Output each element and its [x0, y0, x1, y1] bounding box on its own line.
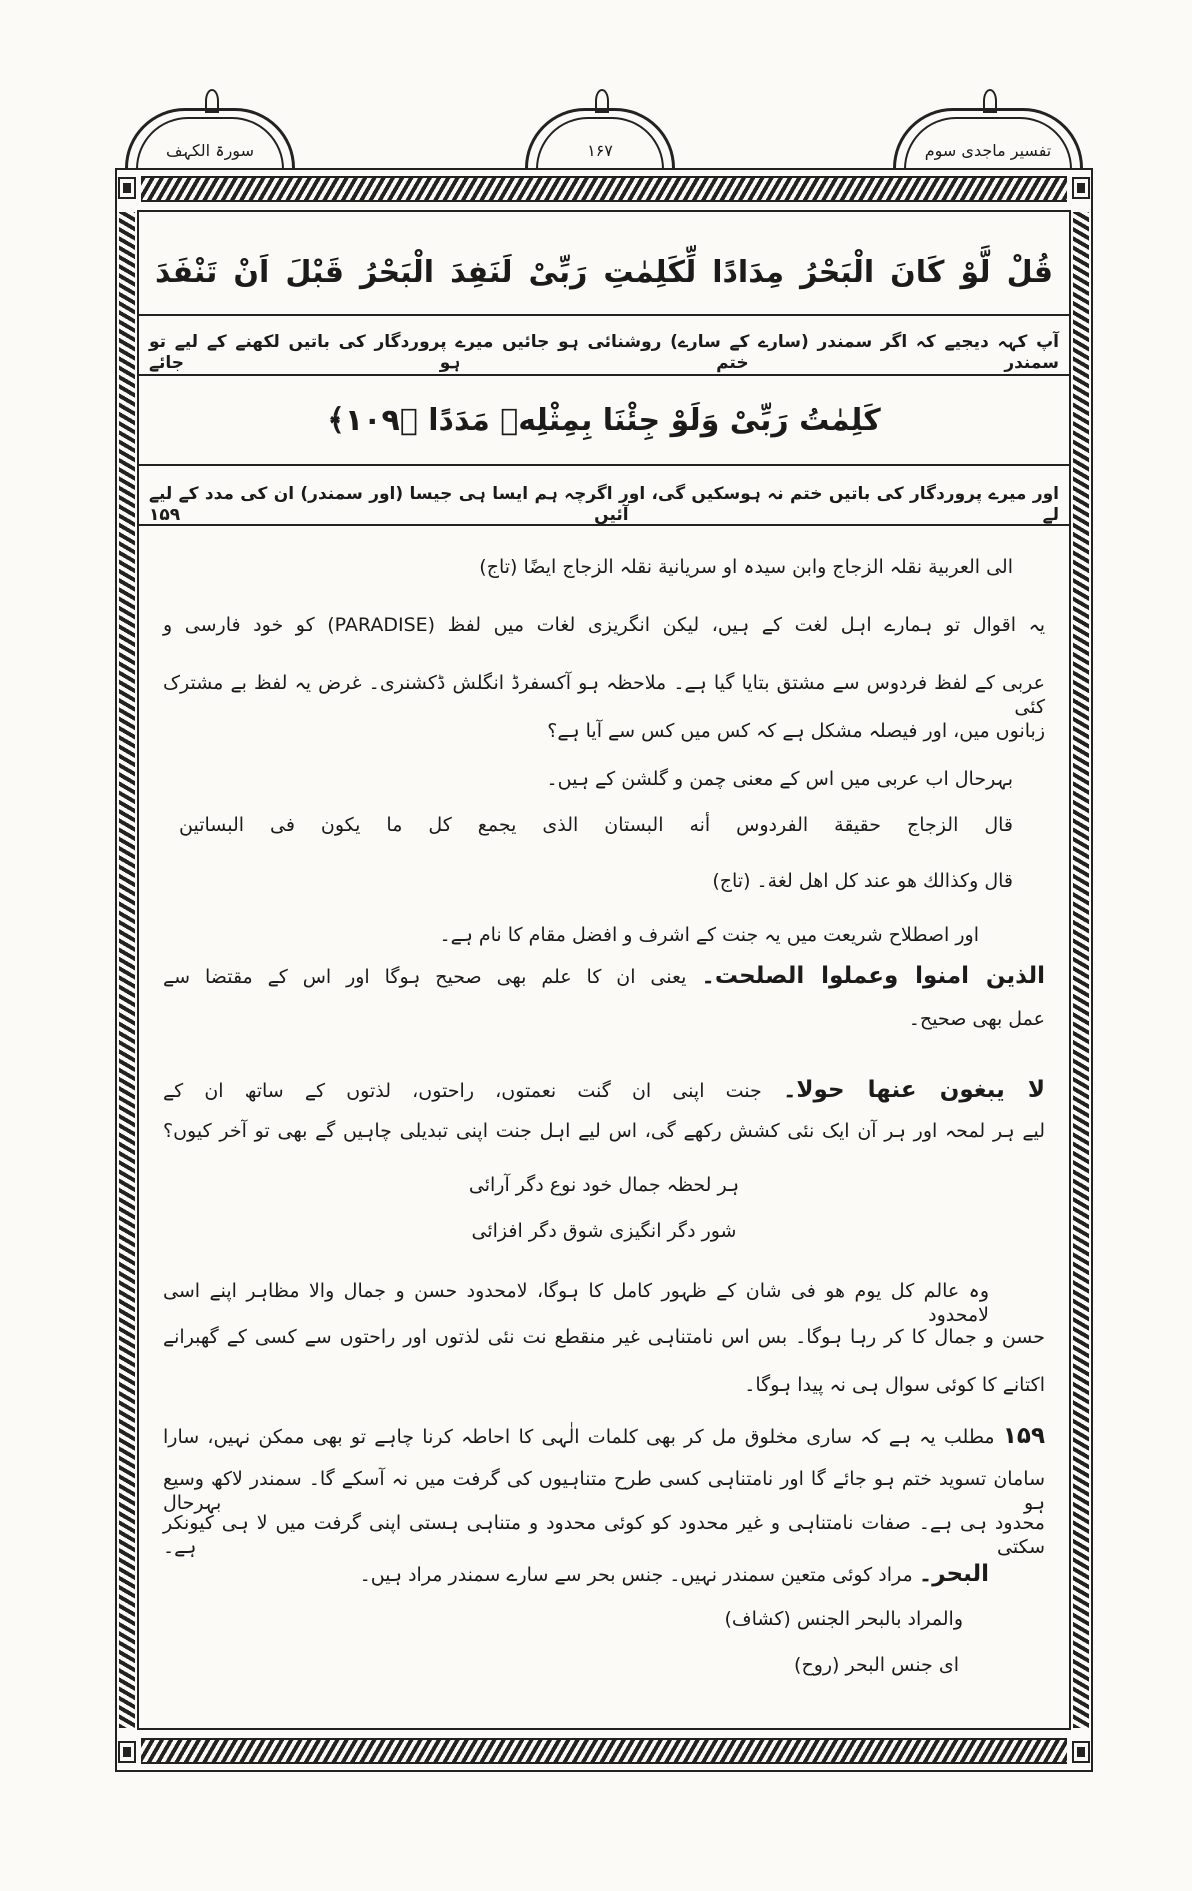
- page-border-frame: [115, 168, 1093, 1772]
- content-box: [137, 210, 1071, 1730]
- divider: [139, 314, 1069, 316]
- commentary-text: جنت اپنی ان گنت نعمتوں، راحتوں، لذتوں کے ساتھ ان کے: [163, 1080, 762, 1102]
- commentary-line: اکتانے کا کوئی سوال ہی نہ پیدا ہوگا۔: [744, 1374, 1045, 1396]
- rope-border-top: [141, 176, 1067, 202]
- headword-la-yabghuna: لا یبغون عنها حولا۔: [782, 1077, 1045, 1103]
- commentary-line: [163, 962, 1045, 991]
- arabic-quote-line: ای جنس البحر (روح): [794, 1654, 959, 1676]
- quran-verse-line-1: قُلْ لَّوْ كَانَ الْبَحْرُ مِدَادًا لِّكَلِمٰتِ رَبِّیْ لَنَفِدَ الْبَحْرُ قَبْلَ اَنْ تَنْفَدَ: [155, 255, 1053, 290]
- rope-border-bottom: [141, 1738, 1067, 1764]
- commentary-line: محدود ہی ہے۔ صفات نامتناہی و غیر محدود کو کوئی محدود و متناہی ہستی اپنی گرفت میں لا ہی کیونکر سکتی ہے۔: [163, 1512, 1045, 1558]
- translation-line-2: اور میرے پروردگار کی باتیں ختم نہ ہوسکیں گی، اور اگرچہ ہم ایسا ہی جیسا (اور سمندر) ان کی مدد کے لیے لے آئیں ۱۵۹: [149, 484, 1059, 526]
- surah-name: سورۃ الکہف: [166, 141, 254, 160]
- commentary-line: عربی کے لفظ فردوس سے مشتق بتایا گیا ہے۔ ملاحظہ ہو آکسفرڈ انگلش ڈکشنری۔ غرض یہ لفظ بے مشترک کئی: [163, 672, 1045, 718]
- divider: [139, 464, 1069, 466]
- divider: [139, 374, 1069, 376]
- commentary-line: بہرحال اب عربی میں اس کے معنی چمن و گلشن کے ہیں۔: [546, 768, 1013, 790]
- commentary-line: لیے ہر لمحہ اور ہر آن ایک نئی کشش رکھے گی، اس لیے اہل جنت اپنی تبدیلی چاہیں گے بھی تو آخر کیوں؟: [163, 1120, 1045, 1142]
- rope-border-left: [119, 212, 135, 1728]
- commentary-line: یہ اقوال تو ہمارے اہل لغت کے ہیں، لیکن انگریزی لغات میں لفظ (PARADISE) کو خود فارسی و: [163, 614, 1045, 636]
- footnote-number: ۱۵۹: [1002, 1423, 1045, 1449]
- arabic-quote-line: والمراد بالبحر الجنس (کشاف): [724, 1608, 963, 1630]
- poetry-verse-1: ہر لحظہ جمال خود نوع دگر آرائی: [468, 1174, 740, 1196]
- quran-verse-line-2: كَلِمٰتُ رَبِّیْ وَلَوْ جِئْنَا بِمِثْلِهٖ مَدَدًا ﴿۱۰۹﴾: [327, 403, 881, 438]
- book-title: تفسیر ماجدی سوم: [924, 141, 1052, 160]
- commentary-text: مراد کوئی متعین سمندر نہیں۔ جنس بحر سے سارے سمندر مراد ہیں۔: [359, 1564, 913, 1586]
- commentary-line: الی العربیة نقلہ الزجاج وابن سیدہ او سریانیة نقلہ الزجاج ایضًا (تاج): [479, 556, 1013, 578]
- rope-border-right: [1073, 212, 1089, 1728]
- footnote-line: [163, 1422, 1045, 1451]
- commentary-text: مطلب یہ ہے کہ ساری مخلوق مل کر بھی کلمات الٰہی کا احاطہ کرنا چاہے تو بھی ممکن نہیں، سارا: [163, 1426, 995, 1448]
- arabic-quote-line: قال الزجاج حقیقة الفردوس أنه البستان الذی یجمع کل ما یکون فی البساتین: [179, 814, 1013, 836]
- page-number: ۱۶۷: [587, 141, 613, 160]
- arabic-quote-line: قال وکذالك ھو عند کل اھل لغة۔ (تاج): [712, 870, 1013, 892]
- header-page-number-ornament: [525, 108, 675, 170]
- commentary-line: عمل بھی صحیح۔: [908, 1008, 1045, 1030]
- commentary-text: یعنی ان کا علم بھی صحیح ہوگا اور اس کے مقتضا سے: [163, 966, 687, 988]
- headword-alladhina: الذین امنوا وعملوا الصلحت۔: [701, 963, 1045, 989]
- corner-ornament: [1072, 1741, 1090, 1763]
- commentary-line: [163, 1076, 1045, 1105]
- corner-ornament: [1072, 177, 1090, 199]
- translation-line-1: آپ کہہ دیجیے کہ اگر سمندر (سارے کے سارے) روشنائی ہو جائیں میرے پروردگار کی باتیں لکھنے کے لیے تو سمندر ختم ہو جائے: [149, 332, 1059, 374]
- header-surah-name-ornament: [125, 108, 295, 170]
- divider: [139, 524, 1069, 526]
- commentary-line: سامان تسوید ختم ہو جائے گا اور نامتناہی کسی طرح متناہیوں کی گرفت میں نہ آسکے گا۔ سمندر لاکھ وسیع ہو بہرحال: [163, 1468, 1045, 1514]
- commentary-line: وہ عالم کل یوم ھو فی شان کے ظہور کامل کا ہوگا، لامحدود حسن و جمال والا مظاہر اپنے اسی لامحدود: [163, 1280, 989, 1326]
- commentary-line: [163, 1560, 989, 1589]
- commentary-line: زبانوں میں، اور فیصلہ مشکل ہے کہ کس میں کس سے آیا ہے؟: [547, 720, 1045, 742]
- header-book-title-ornament: [893, 108, 1083, 170]
- commentary-line: اور اصطلاح شریعت میں یہ جنت کے اشرف و افضل مقام کا نام ہے۔: [439, 924, 979, 946]
- commentary-line: حسن و جمال کا کر رہا ہوگا۔ بس اس نامتناہی غیر منقطع نت نئی لذتوں اور راحتوں سے کسی کے گھبرانے: [163, 1326, 1045, 1348]
- corner-ornament: [118, 1741, 136, 1763]
- poetry-verse-2: شور دگر انگیزی شوق دگر افزائی: [471, 1220, 737, 1242]
- corner-ornament: [118, 177, 136, 199]
- headword-al-bahr: البحر۔: [918, 1561, 989, 1587]
